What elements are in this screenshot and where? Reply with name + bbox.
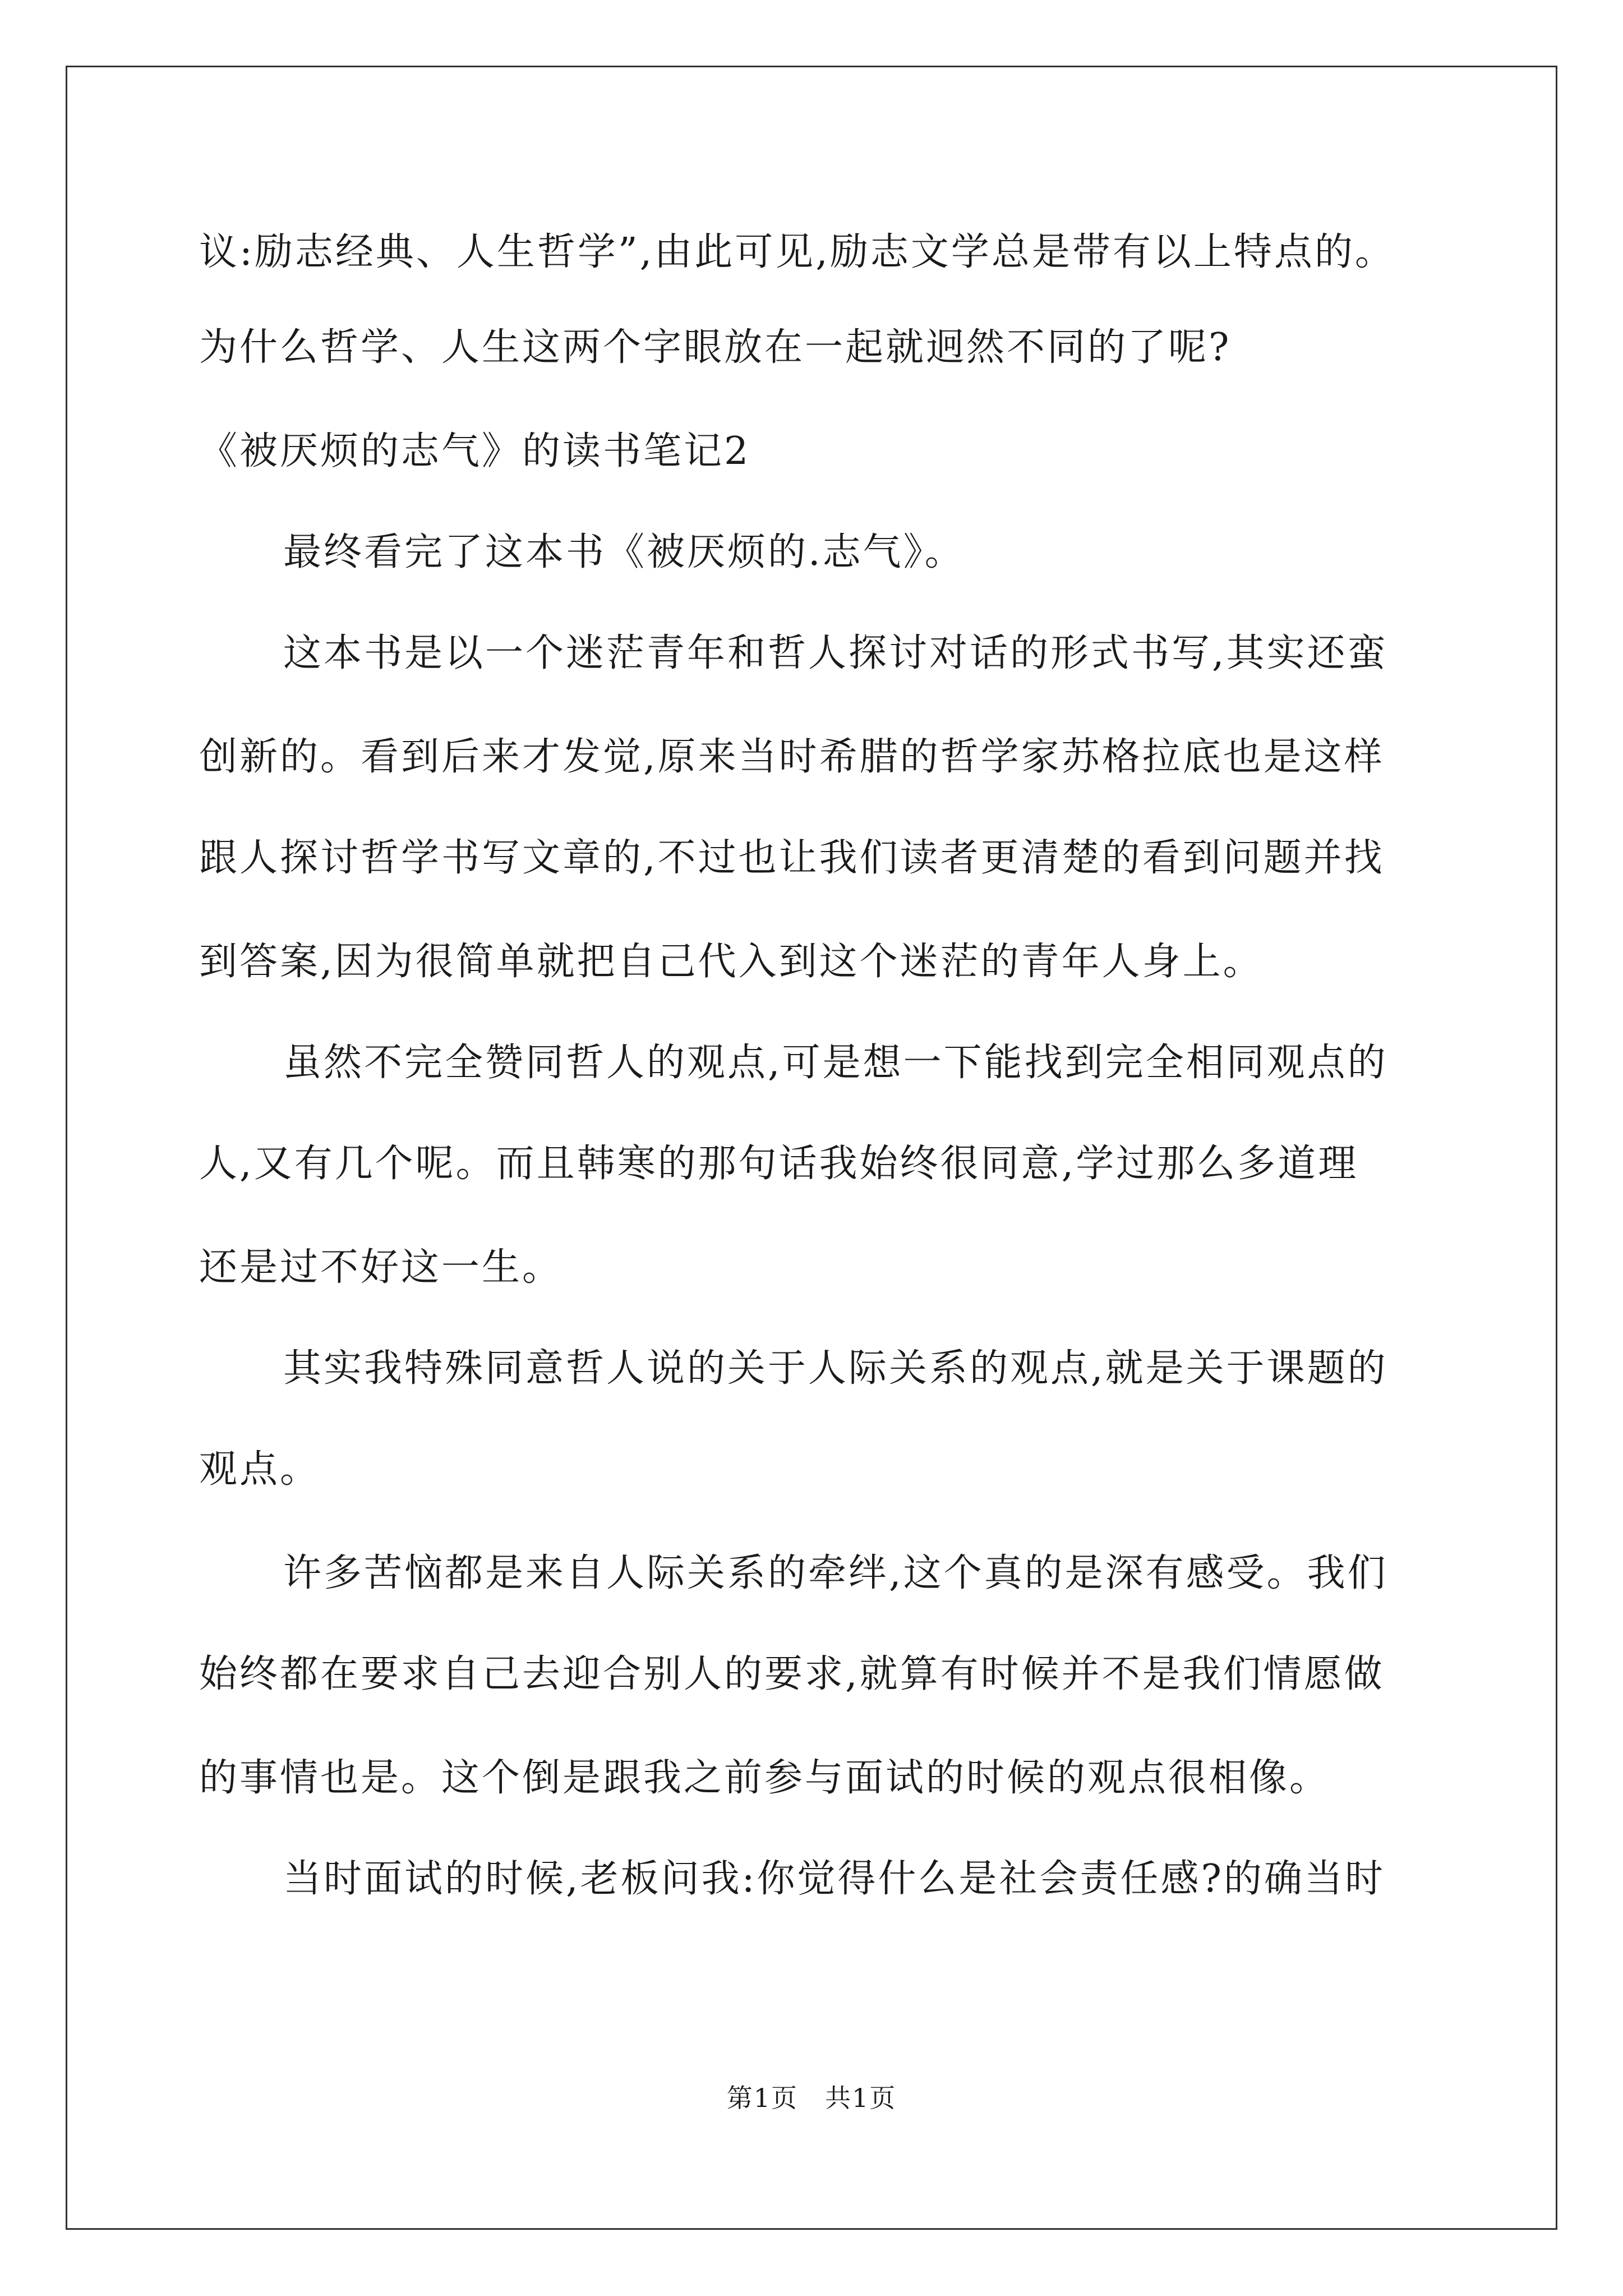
text-line: 始终都在要求自己去迎合别人的要求,就算有时候并不是我们情愿做 [199,1652,1385,1696]
text-line: 跟人探讨哲学书写文章的,不过也让我们读者更清楚的看到问题并找 [199,836,1385,880]
text-line: 人,又有几个呢。而且韩寒的那句话我始终很同意,学过那么多道理 [199,1142,1359,1186]
text-line: 这本书是以一个迷茫青年和哲人探讨对话的形式书写,其实还蛮 [283,631,1388,675]
text-line: 观点。 [199,1447,321,1492]
section-heading: 《被厌烦的志气》的读书笔记2 [199,429,751,473]
text-line: 当时面试的时候,老板问我:你觉得什么是社会责任感?的确当时 [283,1857,1385,1901]
text-line: 议:励志经典、人生哲学”,由此可见,励志文学总是带有以上特点的。 [199,230,1395,274]
page-footer: 第1页 共1页 [726,2083,897,2113]
text-line: 为什么哲学、人生这两个字眼放在一起就迥然不同的了呢? [199,325,1232,370]
text-line: 许多苦恼都是来自人际关系的牵绊,这个真的是深有感受。我们 [283,1551,1388,1595]
text-line: 到答案,因为很简单就把自己代入到这个迷茫的青年人身上。 [199,940,1264,984]
text-line: 创新的。看到后来才发觉,原来当时希腊的哲学家苏格拉底也是这样 [199,735,1385,779]
text-line: 最终看完了这本书《被厌烦的.志气》。 [283,530,965,574]
text-line: 的事情也是。这个倒是跟我之前参与面试的时候的观点很相像。 [199,1756,1330,1800]
text-line: 其实我特殊同意哲人说的关于人际关系的观点,就是关于课题的 [283,1346,1388,1391]
text-line: 还是过不好这一生。 [199,1245,563,1290]
text-line: 虽然不完全赞同哲人的观点,可是想一下能找到完全相同观点的 [283,1041,1388,1085]
